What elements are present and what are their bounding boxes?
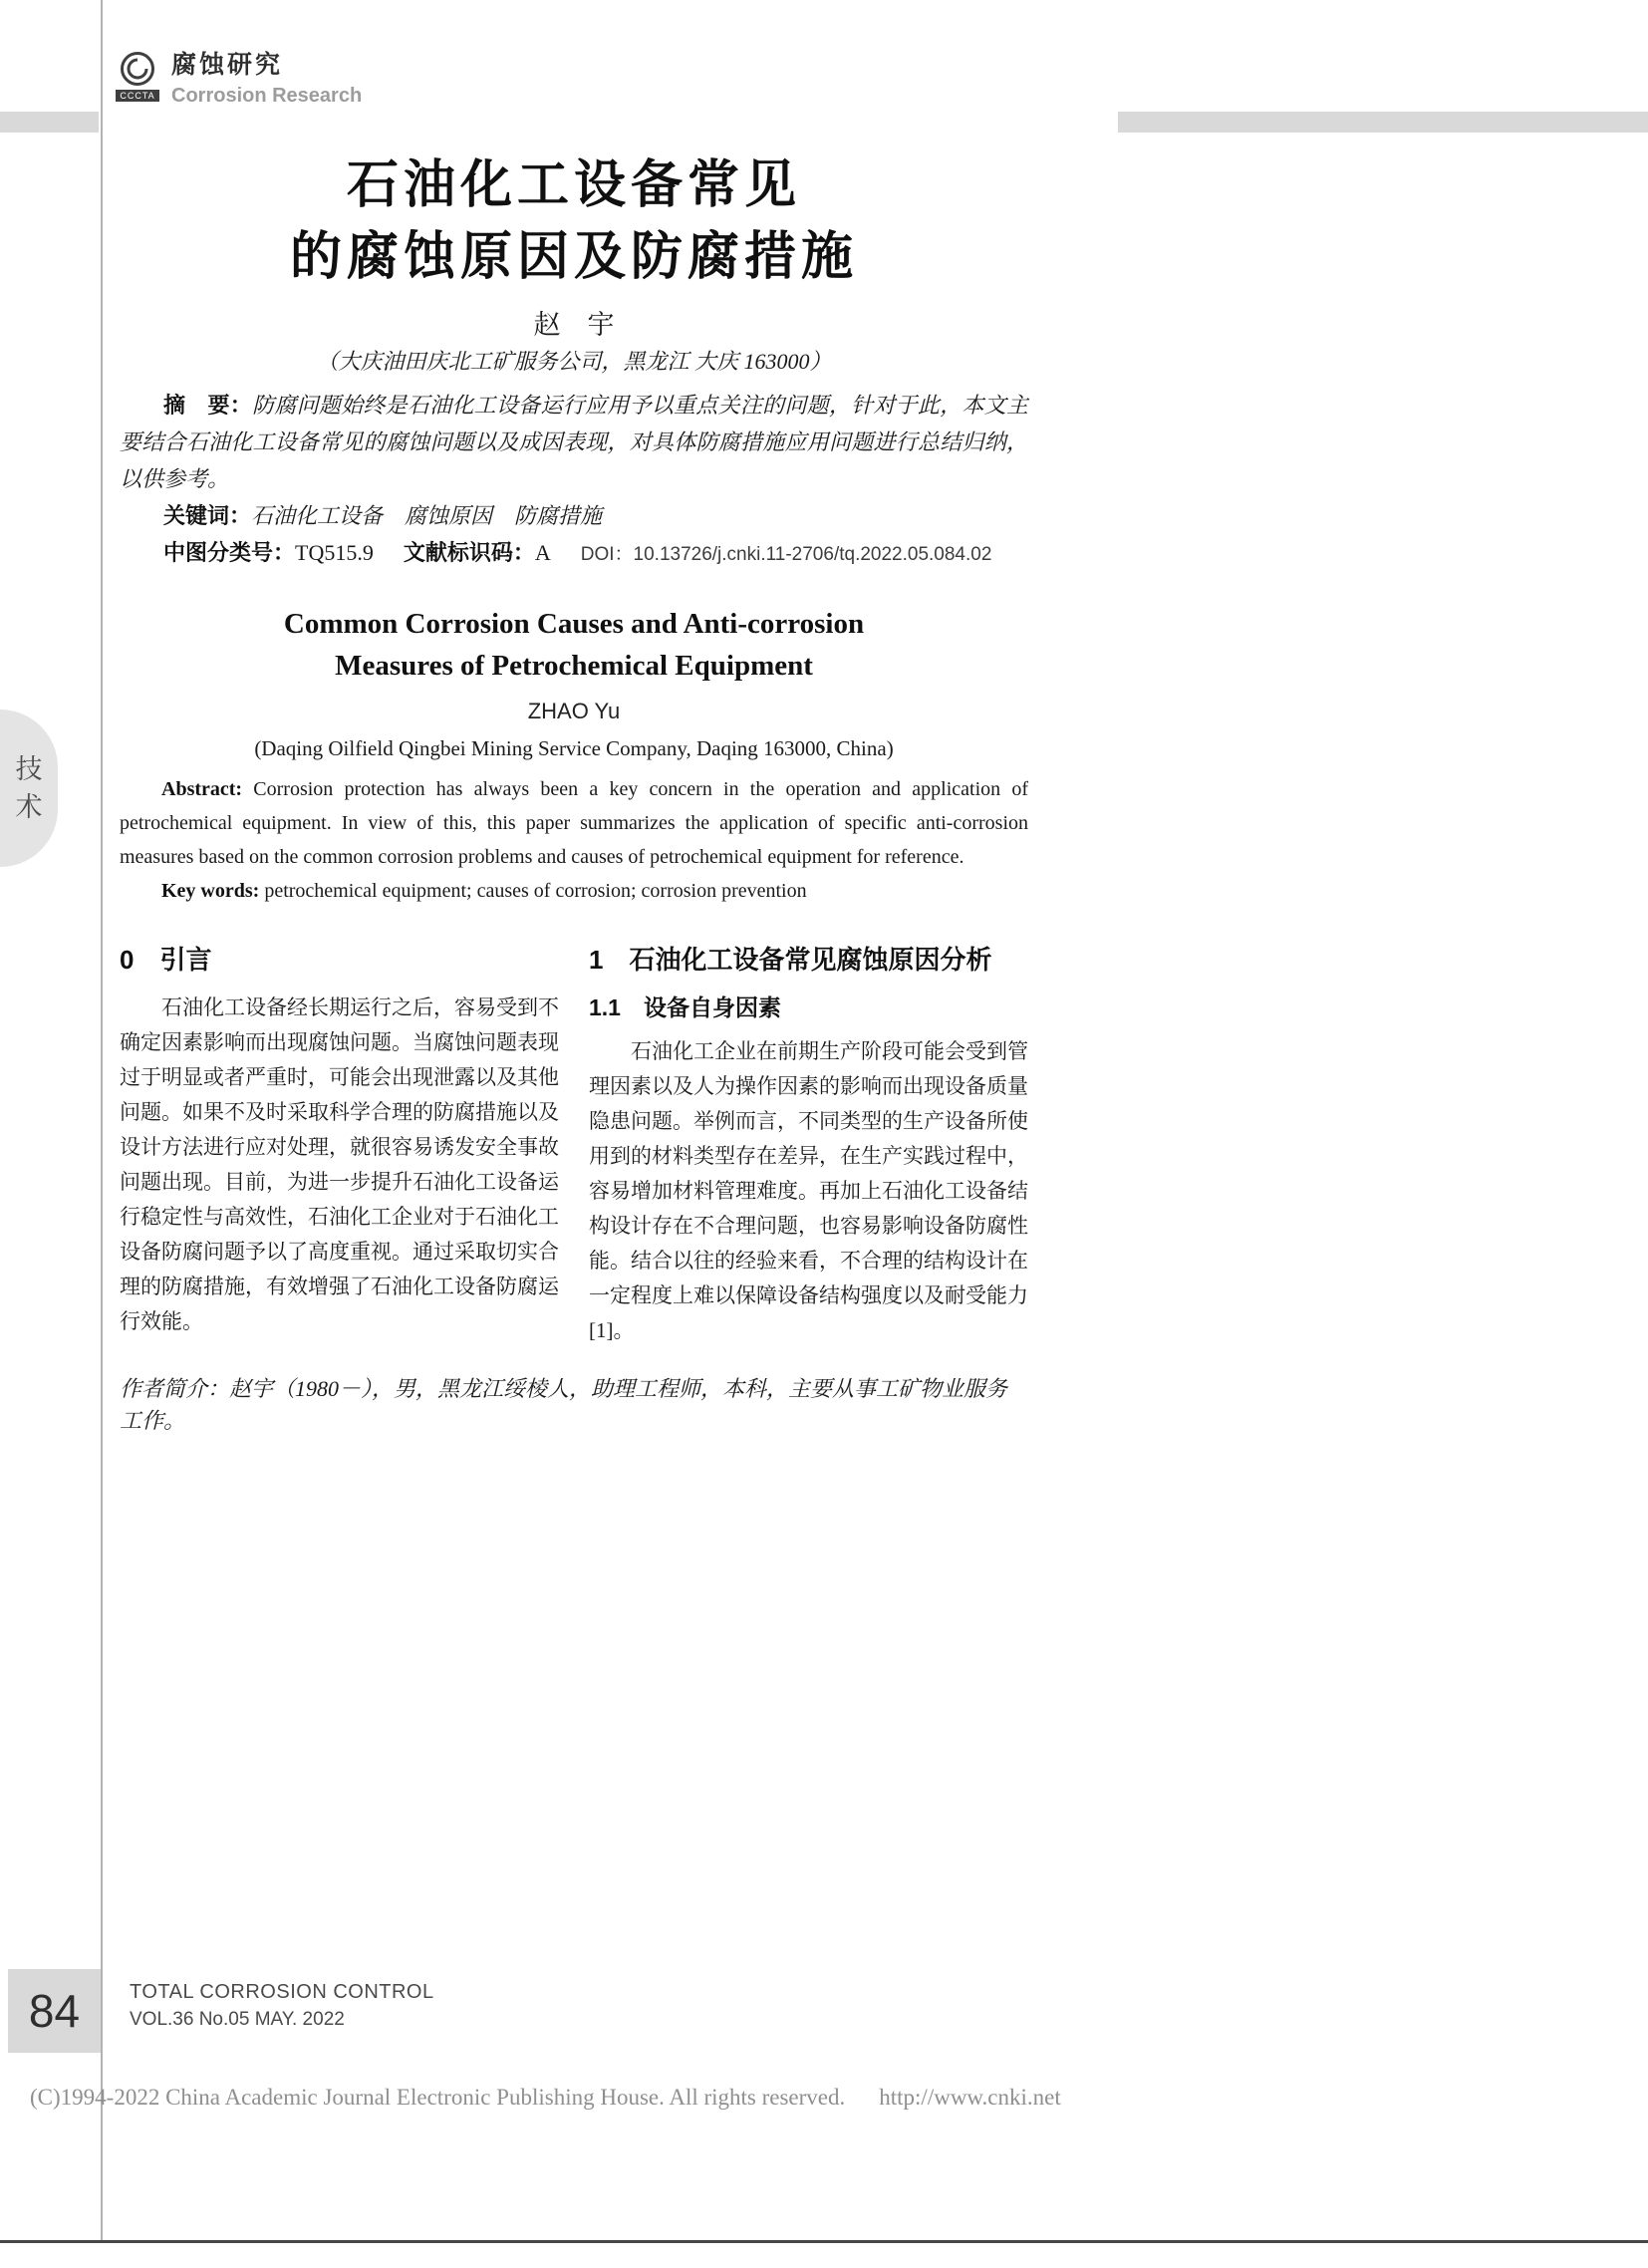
author-name: 赵 宇 — [533, 310, 615, 340]
cnki-url: http://www.cnki.net — [879, 2085, 1061, 2110]
footer-journal-info — [130, 1979, 434, 2033]
cn-abstract-text: 防腐问题始终是石油化工设备运行应用予以重点关注的问题，针对于此，本文主要结合石油化工设备常见的腐蚀问题以及成因表现，对具体防腐措施应用问题进行总结归纳，以供参考。 — [120, 393, 1028, 491]
top-decor-bar-left — [0, 112, 99, 133]
journal-name-cn: 腐蚀研究 — [171, 51, 284, 79]
journal-logo-text: CCCTA — [116, 90, 159, 102]
article-title-line2: 的腐蚀原因及防腐措施 — [289, 228, 858, 286]
cn-keywords-label: 关键词： — [163, 503, 252, 528]
section-1-1-body: 石油化工企业在前期生产阶段可能会受到管理因素以及人为操作因素的影响而出现设备质量隐患问题。举例而言，不同类型的生产设备所使用到的材料类型存在差异，在生产实践过程中，容易增加材料管理难度。再加上石油化工设备结构设计存在不合理问题，也容易影响设备防腐性能。结合以往的经验来看，不合理的结构设计在一定程度上难以保障设备结构强度以及耐受能力[1]。 — [589, 1039, 1028, 1342]
cn-keywords — [120, 497, 1028, 534]
copyright-text: (C)1994-2022 China Academic Journal Electronic Publishing House. All rights reserved. — [30, 2085, 846, 2110]
top-decor-bar-right — [1118, 112, 1648, 133]
author-affiliation: （大庆油田庆北工矿服务公司，黑龙江 大庆 163000） — [316, 349, 832, 374]
side-tab-technology — [0, 709, 58, 867]
en-keywords — [120, 874, 1028, 908]
classification-line — [120, 534, 1028, 573]
doc-code-label: 文献标识码： — [403, 540, 535, 565]
cnki-copyright-line — [30, 2083, 1061, 2113]
section-0-heading: 0 引言 — [120, 945, 212, 975]
cn-abstract — [120, 387, 1028, 497]
journal-logo-icon — [116, 50, 159, 90]
en-title-line2: Measures of Petrochemical Equipment — [335, 650, 813, 682]
en-title-line1: Common Corrosion Causes and Anti-corrosion — [283, 608, 865, 640]
bottom-border-rule — [0, 2240, 1648, 2243]
author-bio-footnote: 作者简介：赵宇（1980－），男，黑龙江绥棱人，助理工程师，本科，主要从事工矿物业服务工作。 — [120, 1376, 1008, 1433]
page-number-box — [8, 1969, 101, 2053]
article-body-columns — [120, 943, 1028, 1348]
side-tab-char-2: 术 — [15, 792, 43, 822]
doc-code-value: A — [534, 540, 551, 565]
journal-header-text — [171, 50, 362, 109]
article-title-line1: 石油化工设备常见 — [346, 156, 801, 214]
cn-keywords-text: 石油化工设备 腐蚀原因 防腐措施 — [251, 503, 603, 528]
clc-value: TQ515.9 — [295, 540, 374, 565]
clc-label: 中图分类号： — [163, 540, 296, 565]
section-0-body: 石油化工设备经长期运行之后，容易受到不确定因素影响而出现腐蚀问题。当腐蚀问题表现过于明显或者严重时，可能会出现泄露以及其他问题。如果不及时采取科学合理的防腐措施以及设计方法进行应对处理，就很容易诱发安全事故问题出现。目前，为进一步提升石油化工设备运行稳定性与高效性，石油化工企业对于石油化工设备防腐问题予以了高度重视。通过采取切实合理的防腐措施，有效增强了石油化工设备防腐运行效能。 — [120, 995, 559, 1333]
en-author-name: ZHAO Yu — [527, 699, 621, 723]
cn-abstract-label: 摘 要： — [163, 393, 253, 418]
section-1-1-heading: 1.1 设备自身因素 — [589, 994, 781, 1020]
left-column — [120, 943, 559, 1348]
footer-issue-info: VOL.36 No.05 MAY. 2022 — [130, 2009, 345, 2030]
right-column — [589, 943, 1028, 1348]
en-abstract — [120, 772, 1028, 874]
section-1-heading: 1 石油化工设备常见腐蚀原因分析 — [589, 945, 992, 975]
article-head-block — [120, 149, 1028, 908]
doi-text: DOI：10.13726/j.cnki.11-2706/tq.2022.05.084.02 — [580, 544, 992, 565]
footer-journal-name: TOTAL CORROSION CONTROL — [130, 1981, 434, 2003]
en-abstract-text: Corrosion protection has always been a key concern in the operation and application of petrochemical equipment. In view of this, this paper summarizes the application of specific anti-corrosion measures based on the common corrosion problems and causes of petrochemical equipment for reference. — [120, 778, 1028, 868]
journal-name-en: Corrosion Research — [171, 85, 363, 107]
page-number: 84 — [28, 1985, 81, 2037]
left-margin-rule — [101, 0, 103, 2242]
en-keywords-label: Key words: — [161, 880, 260, 902]
journal-header — [116, 50, 362, 109]
en-keywords-text: petrochemical equipment; causes of corrosion; corrosion prevention — [259, 880, 807, 902]
journal-logo — [116, 50, 159, 102]
en-affiliation: (Daqing Oilfield Qingbei Mining Service Company, Daqing 163000, China) — [254, 736, 894, 760]
en-abstract-label: Abstract: — [161, 778, 243, 800]
side-tab-char-1: 技 — [15, 754, 43, 784]
